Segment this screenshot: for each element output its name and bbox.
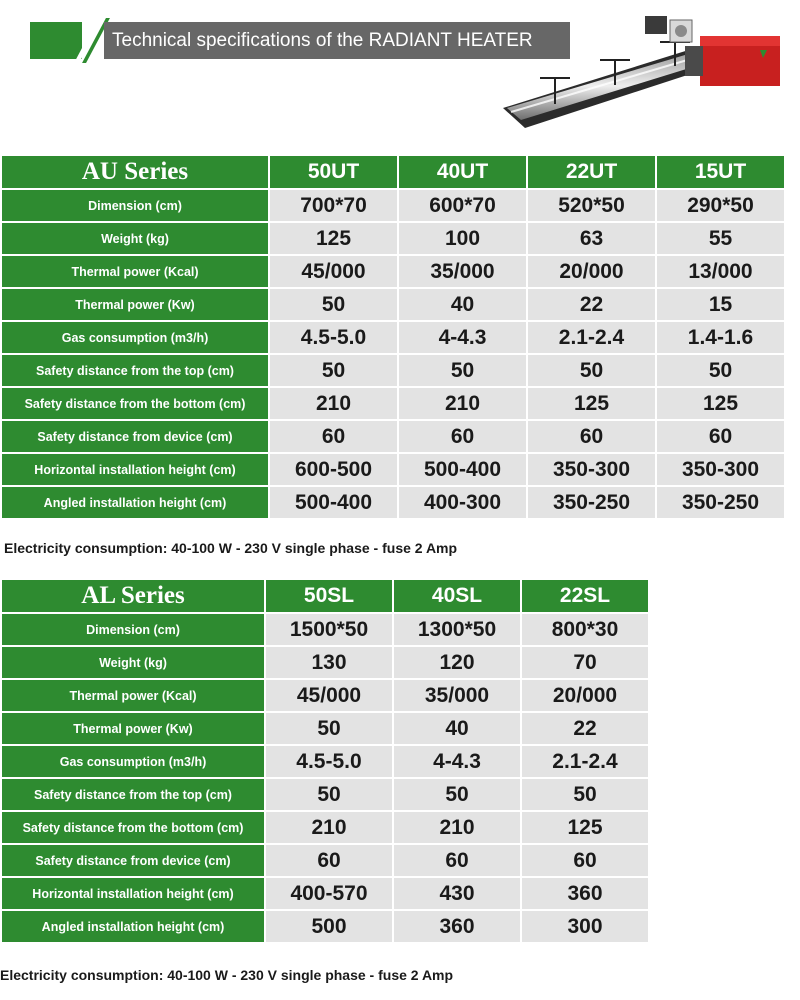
row-label: Weight (kg) [2,647,264,678]
table-row [2,421,784,452]
table-row [2,878,648,909]
cell-value: 500-400 [270,487,397,518]
cell-value: 63 [528,223,655,254]
row-label: Safety distance from the bottom (cm) [2,388,268,419]
cell-value: 22 [522,713,648,744]
cell-value: 45/000 [270,256,397,287]
cell-value: 50 [266,779,392,810]
row-label: Safety distance from device (cm) [2,421,268,452]
cell-value: 210 [270,388,397,419]
cell-value: 350-250 [528,487,655,518]
table-row [2,454,784,485]
table-row [2,647,648,678]
cell-value: 120 [394,647,520,678]
table-row [2,388,784,419]
row-label: Gas consumption (m3/h) [2,746,264,777]
table-row [2,680,648,711]
table-row [2,779,648,810]
model-header: 40UT [399,156,526,188]
row-label: Thermal power (Kcal) [2,256,268,287]
row-label: Gas consumption (m3/h) [2,322,268,353]
cell-value: 4-4.3 [399,322,526,353]
al-series-table [0,578,650,944]
row-label: Dimension (cm) [2,614,264,645]
cell-value: 600-500 [270,454,397,485]
cell-value: 60 [270,421,397,452]
cell-value: 35/000 [399,256,526,287]
cell-value: 430 [394,878,520,909]
model-header: 15UT [657,156,784,188]
cell-value: 210 [266,812,392,843]
banner-accent-block [30,22,82,59]
cell-value: 350-300 [657,454,784,485]
table-row [2,322,784,353]
cell-value: 500-400 [399,454,526,485]
table-row [2,355,784,386]
cell-value: 210 [399,388,526,419]
cell-value: 2.1-2.4 [528,322,655,353]
cell-value: 50 [270,289,397,320]
row-label: Safety distance from the top (cm) [2,779,264,810]
cell-value: 13/000 [657,256,784,287]
series-title: AL Series [2,580,264,612]
table-row [2,911,648,942]
cell-value: 400-570 [266,878,392,909]
cell-value: 350-250 [657,487,784,518]
cell-value: 20/000 [522,680,648,711]
cell-value: 600*70 [399,190,526,221]
cell-value: 300 [522,911,648,942]
table-row [2,256,784,287]
cell-value: 800*30 [522,614,648,645]
model-header: 50UT [270,156,397,188]
model-header: 22SL [522,580,648,612]
table-row [2,845,648,876]
row-label: Safety distance from the top (cm) [2,355,268,386]
cell-value: 50 [522,779,648,810]
model-header: 22UT [528,156,655,188]
cell-value: 60 [522,845,648,876]
table-row [2,614,648,645]
table-row [2,190,784,221]
row-label: Dimension (cm) [2,190,268,221]
cell-value: 60 [399,421,526,452]
row-label: Thermal power (Kw) [2,713,264,744]
series-title: AU Series [2,156,268,188]
cell-value: 125 [657,388,784,419]
row-label: Thermal power (Kw) [2,289,268,320]
cell-value: 50 [394,779,520,810]
electricity-note: Electricity consumption: 40-100 W - 230 V single phase - fuse 2 Amp [4,540,458,556]
row-label: Angled installation height (cm) [2,911,264,942]
row-label: Horizontal installation height (cm) [2,878,264,909]
radiant-heater-image [495,8,795,133]
cell-value: 125 [522,812,648,843]
cell-value: 20/000 [528,256,655,287]
table-header-row [2,580,648,612]
cell-value: 50 [399,355,526,386]
table-row [2,812,648,843]
table-row [2,487,784,518]
cell-value: 360 [522,878,648,909]
cell-value: 60 [394,845,520,876]
row-label: Safety distance from device (cm) [2,845,264,876]
row-label: Horizontal installation height (cm) [2,454,268,485]
cell-value: 400-300 [399,487,526,518]
cell-value: 60 [657,421,784,452]
page-title: Technical specifications of the RADIANT HEATER [104,22,570,59]
cell-value: 100 [399,223,526,254]
cell-value: 125 [270,223,397,254]
cell-value: 210 [394,812,520,843]
table-row [2,713,648,744]
cell-value: 70 [522,647,648,678]
cell-value: 45/000 [266,680,392,711]
cell-value: 360 [394,911,520,942]
row-label: Angled installation height (cm) [2,487,268,518]
cell-value: 40 [394,713,520,744]
cell-value: 55 [657,223,784,254]
cell-value: 520*50 [528,190,655,221]
cell-value: 1500*50 [266,614,392,645]
model-header: 50SL [266,580,392,612]
cell-value: 50 [528,355,655,386]
row-label: Thermal power (Kcal) [2,680,264,711]
row-label: Weight (kg) [2,223,268,254]
electricity-note: Electricity consumption: 40-100 W - 230 V single phase - fuse 2 Amp [0,967,454,983]
cell-value: 500 [266,911,392,942]
cell-value: 2.1-2.4 [522,746,648,777]
cell-value: 15 [657,289,784,320]
cell-value: 4.5-5.0 [266,746,392,777]
au-series-table [0,154,786,520]
cell-value: 4.5-5.0 [270,322,397,353]
cell-value: 60 [528,421,655,452]
cell-value: 125 [528,388,655,419]
cell-value: 35/000 [394,680,520,711]
cell-value: 350-300 [528,454,655,485]
cell-value: 290*50 [657,190,784,221]
cell-value: 700*70 [270,190,397,221]
cell-value: 50 [657,355,784,386]
table-header-row [2,156,784,188]
cell-value: 1.4-1.6 [657,322,784,353]
table-row [2,746,648,777]
cell-value: 130 [266,647,392,678]
cell-value: 50 [270,355,397,386]
row-label: Safety distance from the bottom (cm) [2,812,264,843]
cell-value: 60 [266,845,392,876]
model-header: 40SL [394,580,520,612]
table-row [2,289,784,320]
cell-value: 22 [528,289,655,320]
header-banner [30,22,570,59]
cell-value: 1300*50 [394,614,520,645]
cell-value: 4-4.3 [394,746,520,777]
table-row [2,223,784,254]
cell-value: 50 [266,713,392,744]
cell-value: 40 [399,289,526,320]
